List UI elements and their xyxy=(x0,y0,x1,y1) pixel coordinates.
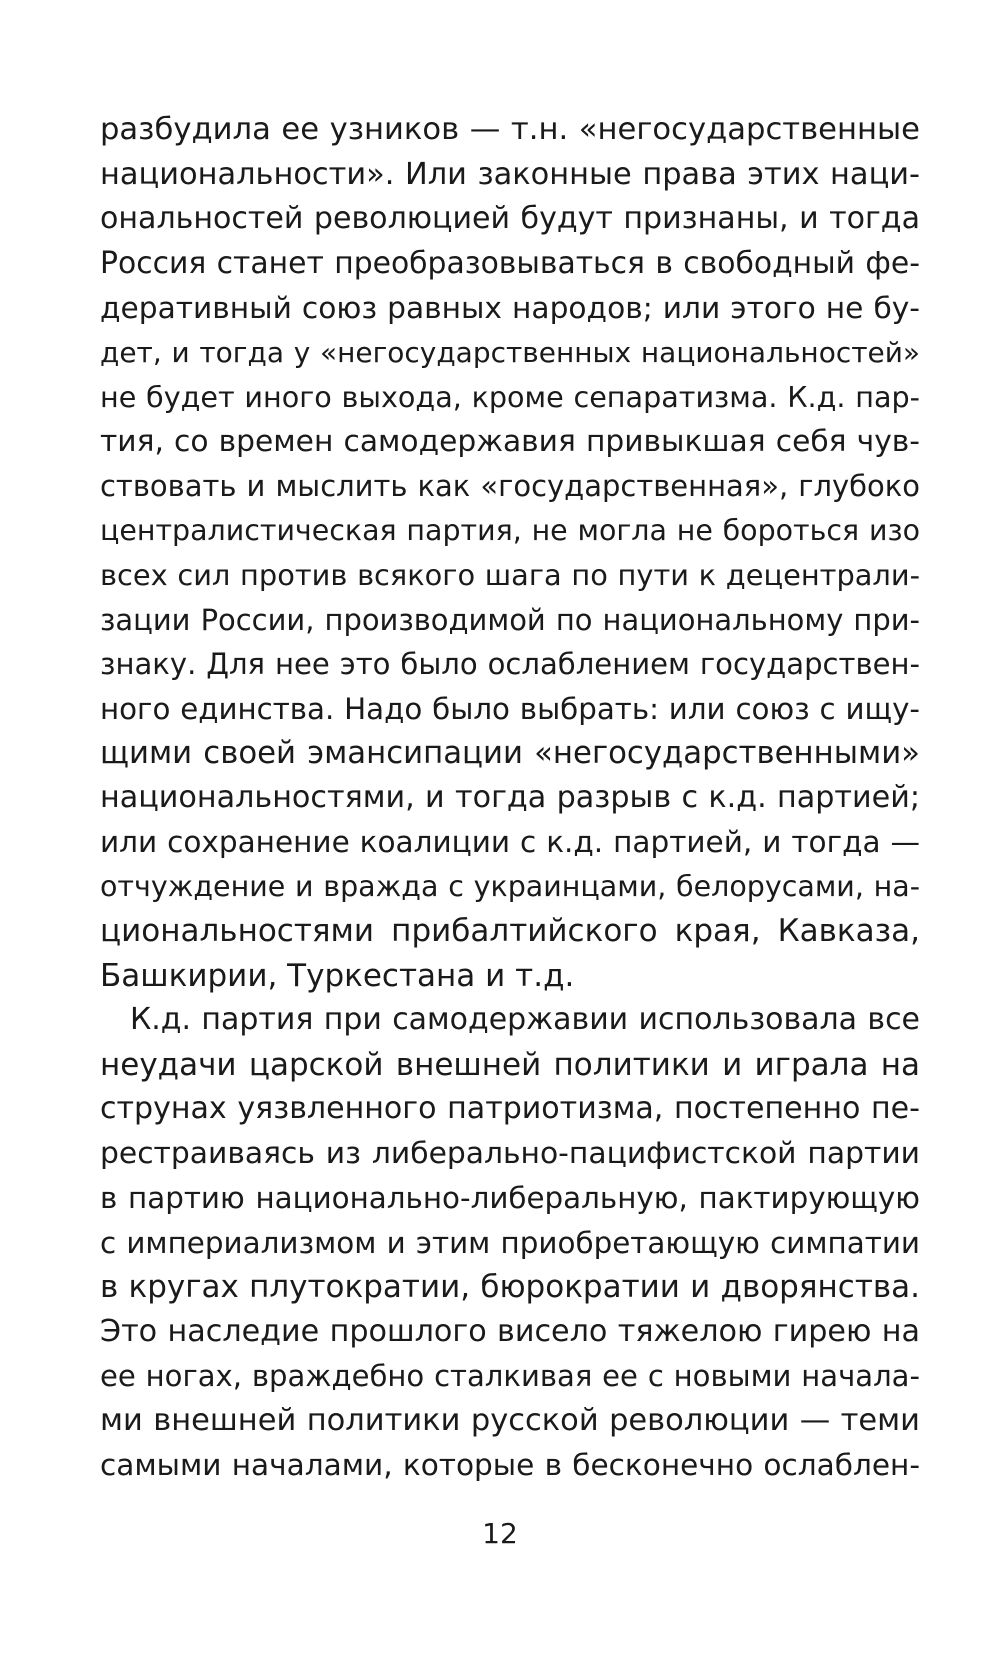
text-line: деративный союз равных народов; или этого не бу- xyxy=(100,290,920,325)
text-line: ми внешней политики русской революции — теми xyxy=(100,1402,920,1438)
text-line: в партию национально-либеральную, пактирующую xyxy=(100,1181,920,1215)
text-line: ее ногах, враждебно сталкивая ее с новыми начала- xyxy=(100,1359,920,1393)
text-line: циональностями прибалтийского края, Кавказа, xyxy=(100,913,920,949)
text-line: тия, со времен самодержавия привыкшая себя чув- xyxy=(100,423,920,459)
text-line: неудачи царской внешней политики и играла на xyxy=(100,1046,920,1083)
text-line: или сохранение коалиции с к.д. партией, и тогда — xyxy=(100,825,920,859)
text-line: щими своей эмансипации «негосударственными» xyxy=(100,735,920,771)
paragraph-2 xyxy=(100,998,920,1488)
text-line: Башкирии, Туркестана и т.д. xyxy=(100,957,575,994)
text-line: ного единства. Надо было выбрать: или союз с ищу- xyxy=(100,691,920,726)
text-line: в кругах плутократии, бюрократии и дворянства. xyxy=(100,1269,920,1305)
text-line: не будет иного выхода, кроме сепаратизма. К.д. пар- xyxy=(100,380,920,414)
text-line: К.д. партия при самодержавии использовала все xyxy=(130,1002,920,1037)
text-line: зации России, производимой по национальному при- xyxy=(100,602,920,637)
text-line: самыми началами, которые в бесконечно ослаблен- xyxy=(100,1448,920,1482)
paragraph-1 xyxy=(100,108,920,998)
text-line: струнах уязвленного патриотизма, постепенно пе- xyxy=(100,1091,920,1126)
text-line: национальностями, и тогда разрыв с к.д. партией; xyxy=(100,779,920,815)
text-line: ствовать и мыслить как «государственная», глубоко xyxy=(100,469,920,503)
text-line: дет, и тогда у «негосударственных национальностей» xyxy=(100,335,920,369)
text-line: знаку. Для нее это было ослаблением государствен- xyxy=(100,647,920,681)
text-line: отчуждение и вражда с украинцами, белорусами, на- xyxy=(100,869,920,903)
text-line: национальности». Или законные права этих наци- xyxy=(100,156,920,192)
text-line: с империализмом и этим приобретающую симпатии xyxy=(100,1225,920,1260)
text-line: разбудила ее узников — т.н. «негосударственные xyxy=(100,112,920,147)
text-line: всех сил против всякого шага по пути к децентрали- xyxy=(100,558,920,592)
text-line: ональностей революцией будут признаны, и тогда xyxy=(100,201,920,236)
text-line: рестраиваясь из либерально-пацифистской партии xyxy=(100,1135,920,1171)
page-number: 12 xyxy=(482,1517,518,1550)
text-line: Россия станет преобразовываться в свободный фе- xyxy=(100,245,920,281)
text-line: Это наследие прошлого висело тяжелою гирею на xyxy=(100,1313,920,1349)
text-line: централистическая партия, не могла не бороться изо xyxy=(100,513,920,547)
body-text xyxy=(100,108,920,1488)
